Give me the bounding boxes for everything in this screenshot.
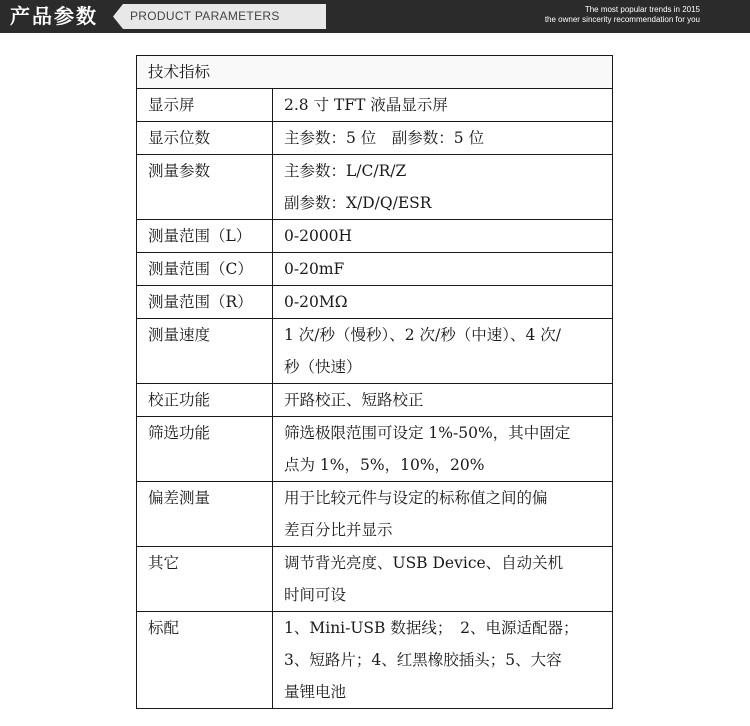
parameter-value bbox=[273, 220, 613, 253]
parameter-value-line: 筛选极限范围可设定 1%-50%，其中固定 bbox=[284, 424, 571, 442]
parameter-value bbox=[273, 417, 613, 482]
parameter-value-line: 用于比较元件与设定的标称值之间的偏 bbox=[284, 489, 548, 507]
parameter-value-line: 3、短路片；4、红黑橡胶插头；5、大容 bbox=[284, 651, 562, 669]
tagline-line-1: The most popular trends in 2015 bbox=[584, 5, 700, 14]
parameter-value bbox=[273, 89, 613, 122]
parameter-value-line: 2.8 寸 TFT 液晶显示屏 bbox=[284, 96, 448, 114]
parameter-value bbox=[273, 286, 613, 319]
table-row bbox=[137, 220, 613, 253]
parameter-value-line: 时间可设 bbox=[284, 586, 347, 604]
tagline-line-2: the owner sincerity recommendation for you bbox=[544, 15, 700, 24]
parameter-value bbox=[273, 122, 613, 155]
parameter-value bbox=[273, 612, 613, 709]
parameter-label: 测量参数 bbox=[137, 155, 273, 220]
parameter-value bbox=[273, 253, 613, 286]
parameter-value-line: 点为 1%，5%，10%，20% bbox=[284, 456, 485, 474]
table-row bbox=[137, 319, 613, 384]
parameter-label: 测量范围（R） bbox=[137, 286, 273, 319]
parameter-label: 其它 bbox=[137, 547, 273, 612]
parameter-value-line: 量锂电池 bbox=[284, 683, 347, 701]
table-row bbox=[137, 482, 613, 547]
parameter-label: 测量速度 bbox=[137, 319, 273, 384]
parameter-value bbox=[273, 547, 613, 612]
parameter-label: 测量范围（C） bbox=[137, 253, 273, 286]
parameter-value-line: 主参数：5 位 副参数：5 位 bbox=[284, 129, 485, 147]
parameter-value-line: 0-2000H bbox=[284, 227, 353, 245]
parameter-value-line: 1、Mini-USB 数据线； 2、电源适配器； bbox=[284, 619, 579, 637]
parameter-value bbox=[273, 384, 613, 417]
parameter-value bbox=[273, 319, 613, 384]
parameter-value-line: 副参数：X/D/Q/ESR bbox=[284, 194, 432, 212]
table-row bbox=[137, 384, 613, 417]
table-row bbox=[137, 547, 613, 612]
table-row bbox=[137, 253, 613, 286]
table-section-row bbox=[137, 56, 613, 89]
parameter-value-line: 调节背光亮度、USB Device、自动关机 bbox=[284, 554, 564, 572]
header-tagline bbox=[440, 5, 700, 25]
table-row bbox=[137, 155, 613, 220]
parameter-label: 标配 bbox=[137, 612, 273, 709]
section-tab-label: PRODUCT PARAMETERS bbox=[130, 9, 280, 23]
parameter-value-line: 差百分比并显示 bbox=[284, 521, 393, 539]
parameter-value-line: 0-20mF bbox=[284, 260, 345, 278]
parameter-label: 校正功能 bbox=[137, 384, 273, 417]
parameter-value bbox=[273, 155, 613, 220]
parameter-label: 显示位数 bbox=[137, 122, 273, 155]
parameter-label: 测量范围（L） bbox=[137, 220, 273, 253]
parameters-table bbox=[136, 55, 613, 709]
parameter-label: 偏差测量 bbox=[137, 482, 273, 547]
parameter-value-line: 1 次/秒（慢秒）、2 次/秒（中速）、4 次/ bbox=[284, 326, 562, 344]
table-row bbox=[137, 417, 613, 482]
table-row bbox=[137, 612, 613, 709]
table-section-title: 技术指标 bbox=[137, 56, 613, 89]
section-title: 产品参数 bbox=[10, 4, 98, 28]
parameter-label: 筛选功能 bbox=[137, 417, 273, 482]
parameter-value-line: 0-20MΩ bbox=[284, 293, 348, 311]
table-row bbox=[137, 286, 613, 319]
table-row bbox=[137, 122, 613, 155]
parameter-value-line: 秒（快速） bbox=[284, 358, 362, 376]
parameter-value-line: 主参数：L/C/R/Z bbox=[284, 162, 407, 180]
parameter-value bbox=[273, 482, 613, 547]
table-row bbox=[137, 89, 613, 122]
parameter-label: 显示屏 bbox=[137, 89, 273, 122]
parameter-value-line: 开路校正、短路校正 bbox=[284, 391, 424, 409]
